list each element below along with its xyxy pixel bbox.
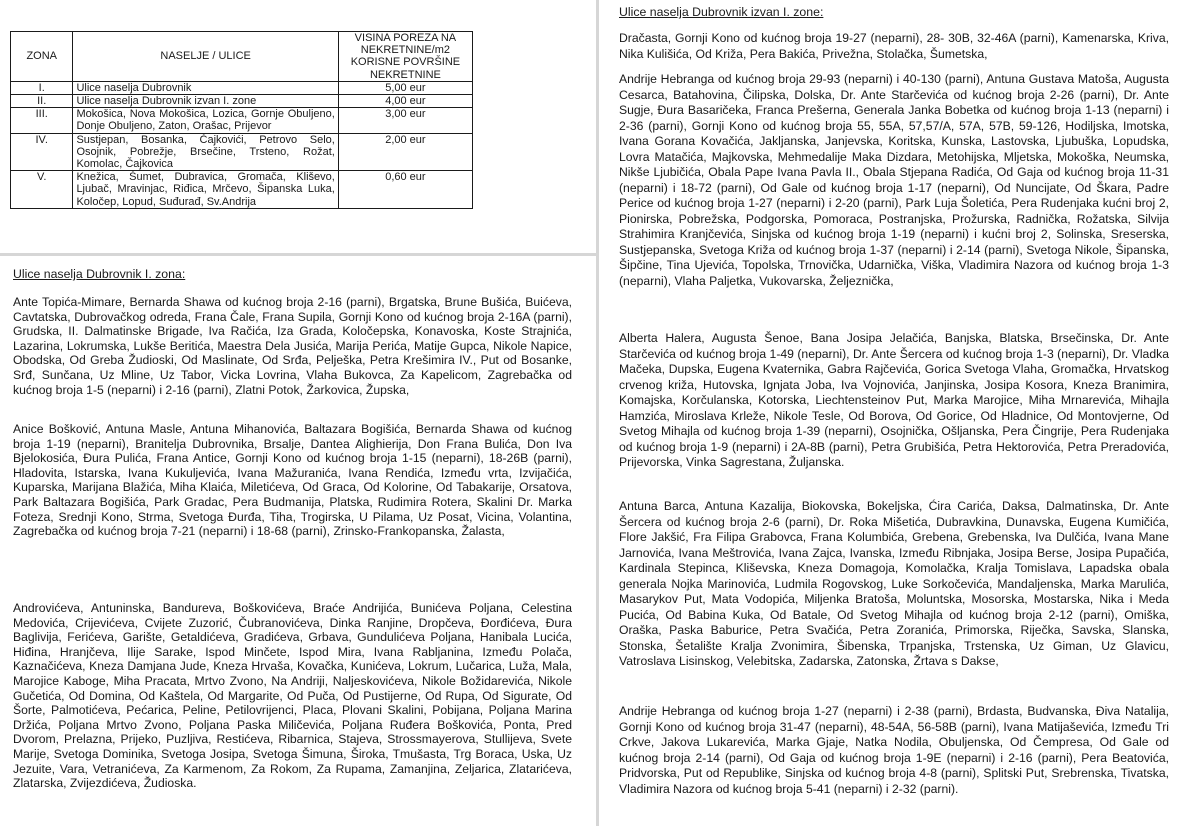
header-zone: ZONA — [11, 32, 73, 82]
zone-cell: IV. — [11, 133, 73, 171]
rate-cell: 4,00 eur — [338, 95, 472, 108]
table-header-row — [11, 32, 473, 82]
tax-rate-table — [10, 31, 473, 209]
area-cell: Mokošica, Nova Mokošica, Lozica, Gornje Obuljeno, Donje Obuljeno, Zaton, Orašac, Prijevor — [73, 108, 338, 133]
zone-cell: I. — [11, 81, 73, 94]
zone-2-paragraph: Andrije Hebranga od kućnog broja 1-27 (neparni) i 2-38 (parni), Brdasta, Budvanska, Điva Natalija, Gornji Kono od kućnog broja 31-47 (neparni), 48-54A, 56-58B (parni), Ivana Matijaševića, Između Tri Crkve, Jakova Lukarevića, Marka Gjaje, Natka Nodila, Obuljenska, Od Čempresa, Od Gale od kućnog broja 2-14 (parni), Od Gaja od kućnog broja 1-9E (neparni) i 2-16 (parni), Pera Beatovića, Pridvorska, Put od Republike, Sinjska od kućnog broja 4-8 (parni), Splitski Put, Srebrenska, Tivatska, Vladimira Nazora od kućnog broja 5-41 (neparni) i 2-32 (parni). — [619, 704, 1169, 796]
table-row — [11, 171, 473, 209]
zone-2-paragraph: Alberta Halera, Augusta Šenoe, Bana Josipa Jelačića, Banjska, Blatska, Brsečinska, Dr. Ante Starčevića od kućnog broja 1-49 (neparni), Dr. Ante Šercera od kućnog broja 1-3 (neparni), Dr. Vladka Mačeka, Dupska, Eugena Kvaternika, Gabra Rajčevića, Gorica Svetoga Vlaha, Gromačka, Hrvatskog crvenog križa, Hutovska, Ignjata Joba, Iva Vojnovića, Janjinska, Josipa Kosora, Kneza Branimira, Komajska, Korčulanska, Kotorska, Liechtensteinov Put, Marka Marojice, Miha Mrnarevića, Mihajla Hamzića, Miroslava Krleže, Nikole Tesle, Od Borova, Od Gorice, Od Hladnice, Od Montovjerne, Od Svetog Mihajla od kućnog broja 1-39 (neparni), Osojnička, Ošljanska, Pera Čingrije, Pera Rudenjaka od kućnog broja 1-9 (neparni) i 2A-8B (parni), Petra Grubišića, Petra Hektorovića, Petra Preradovića, Prijevorska, Vinka Sagrestana, Žuljanska. — [619, 331, 1169, 469]
rate-cell: 3,00 eur — [338, 108, 472, 133]
area-cell: Ulice naselja Dubrovnik izvan I. zone — [73, 95, 338, 108]
zone-cell: III. — [11, 108, 73, 133]
tax-rate-panel — [0, 0, 596, 253]
rate-cell: 0,60 eur — [338, 171, 472, 209]
header-area: NASELJE / ULICE — [73, 32, 338, 82]
zone-2-heading: Ulice naselja Dubrovnik izvan I. zone: — [619, 5, 824, 19]
table-row — [11, 81, 473, 94]
zone-1-heading: Ulice naselja Dubrovnik I. zona: — [13, 267, 186, 281]
rate-cell: 5,00 eur — [338, 81, 472, 94]
zone-2-streets-panel — [599, 0, 1192, 826]
area-cell: Knežica, Šumet, Dubravica, Gromača, Kliševo, Ljubač, Mravinjac, Riđica, Mrčevo, Šipanska Luka, Koločep, Lopud, Suđurađ, Sv.Andrija — [73, 171, 338, 209]
zone-1-paragraph: Androvićeva, Antuninska, Bandureva, Boškovićeva, Braće Andrijića, Bunićeva Poljana, Celestina Medovića, Crijevićeva, Cvijete Zuzorić, Čubranovićeva, Dinka Ranjine, Dropčeva, Đorđićeva, Đura Baglivija, Ferićeva, Garište, Getaldićeva, Gradićeva, Grbava, Gundulićeva Poljana, Hanibala Lucića, Hiđina, Hranjčeva, Ilije Sarake, Ispod Minčete, Ispod Mira, Ivana Rabljanina, Između Polača, Kaznačićeva, Kneza Damjana Jude, Kneza Hrvaša, Kovačka, Kunićeva, Lokrum, Lučarica, Luža, Mala, Marojice Kaboge, Miha Pracata, Mrtvo Zvono, Na Andriji, Naljeskovićeva, Nikole Božidarevića, Nikole Gučetića, Od Domina, Od Kaštela, Od Margarite, Od Puča, Od Pustijerne, Od Rupa, Od Sigurate, Od Šorte, Palmotićeva, Pećarica, Peline, Petilovrijenci, Placa, Plovani Skalini, Pobijana, Poljana Marina Držića, Poljana Mrtvo Zvono, Poljana Paska Miličevića, Poljana Ruđera Boškovića, Ponta, Pred Dvorom, Prelazna, Prijeko, Puzljiva, Restićeva, Ribarnica, Stajeva, Strossmayerova, Stullijeva, Svete Marije, Svetoga Dominika, Svetoga Josipa, Svetoga Šimuna, Široka, Tmušasta, Trg Boraca, Uska, Uz Jezuite, Vara, Vetranićeva, Za Karmenom, Za Rokom, Za Rupama, Zamanjina, Zeljarica, Zlatarićeva, Zlatarska, Zvijezdićeva, Žudioska. — [13, 601, 572, 791]
table-row — [11, 133, 473, 171]
table-row — [11, 108, 473, 133]
area-cell: Ulice naselja Dubrovnik — [73, 81, 338, 94]
table-row — [11, 95, 473, 108]
zone-2-paragraph: Dračasta, Gornji Kono od kućnog broja 19-27 (neparni), 28- 30B, 32-46A (parni), Kamenarska, Kriva, Nika Kulišića, Od Križa, Pera Bakića, Privežna, Stolačka, Šumetska, — [619, 31, 1169, 61]
zone-cell: II. — [11, 95, 73, 108]
zone-1-paragraph: Anice Bošković, Antuna Masle, Antuna Mihanovića, Baltazara Bogišića, Bernarda Shawa od kućnog broja 1-19 (neparni), Branitelja Dubrovnika, Brsalje, Dantea Alighierija, Don Frana Bulića, Don Iva Bjelokosića, Đura Pulića, Frana Antice, Gornji Kono od kućnog broja 1-15 (neparni), 18-26B (parni), Hladovita, Istarska, Ivana Kukuljevića, Ivana Mažuranića, Ivana Rendića, Između vrta, Izvijačića, Kuparska, Marijana Blažića, Miha Klaića, Miletićeva, Od Graca, Od Kolorine, Od Tabakarije, Orsatova, Park Baltazara Bogišića, Park Gradac, Pera Budmanija, Platska, Rudimira Rotera, Skalini Dr. Marka Foteza, Srednji Kono, Strma, Svetoga Đurđa, Tiha, Trogirska, U Pilama, Uz Posat, Vicina, Volantina, Zagrebačka od kućnog broja 7-21 (neparni) i 18-68 (parni), Zrinsko-Frankopanska, Žalasta, — [13, 422, 572, 539]
zone-1-streets-panel — [0, 256, 596, 826]
header-rate: VISINA POREZA NA NEKRETNINE/m2 KORISNE POVRŠINE NEKRETNINE — [338, 32, 472, 82]
zone-cell: V. — [11, 171, 73, 209]
zone-2-paragraph: Andrije Hebranga od kućnog broja 29-93 (neparni) i 40-130 (parni), Antuna Gustava Matoša, Augusta Cesarca, Batahovina, Čilipska, Dolska, Dr. Ante Starčevića od kućnog broja 2-26 (parni), Dr. Ante Sugje, Đura Basaričeka, Franca Prešerna, Generala Janka Bobetka od kućnog broja 1-13 (neparni) i 2-36 (parni), Gornji Kono od kućnog broja 55, 55A, 57,57/A, 57A, 57B, 59-126, Hodiljska, Imotska, Ivana Gorana Kovačića, Jakljanska, Janjevska, Koritska, Kunska, Lastovska, Ljubuška, Lopudska, Lovra Matačića, Majkovska, Mehmedalije Maka Dizdara, Metohijska, Mljetska, Mokoška, Neumska, Nikše Ljubičića, Obala Pape Ivana Pavla II., Obala Stjepana Radića, Od Gaja od kućnog broja 11-31 (neparni) i 18-72 (parni), Od Gale od kućnog broja 1-17 (neparni), Od Nuncijate, Od Škara, Padre Perice od kućnog broja 1-27 (neparni) i 2-20 (parni), Park Luja Šoletića, Pera Rudenjaka kućni broj 2, Pionirska, Pobrežska, Podgorska, Pomoraca, Postranjska, Prožurska, Radnička, Rožatska, Silvija Strahimira Kranjčevića, Sinjska od kućnog broja 1-19 (neparni) i kućni broj 2, Solinska, Sreserska, Sustjepanska, Svetoga Križa od kućnog broja 1-37 (neparni) i 2-14 (parni), Svetoga Nikole, Šipanska, Šipčine, Tina Ujevića, Topolska, Trnovička, Udarnička, Viška, Vladimira Nazora od kućnog broja 1-3 (neparni), Vlaha Paljetka, Vukovarska, Željeznička, — [619, 72, 1169, 288]
rate-cell: 2,00 eur — [338, 133, 472, 171]
zone-1-paragraph: Ante Topića-Mimare, Bernarda Shawa od kućnog broja 2-16 (parni), Brgatska, Brune Bušića, Buićeva, Cavtatska, Dubrovačkog odreda, Frana Čale, Frana Supila, Gornji Kono od kućnog broja 2-16A (parni), Grudska, II. Dalmatinske Brigade, Iva Račića, Iza Grada, Koločepska, Konavoska, Koste Strajnića, Lazarina, Lokrumska, Lukše Beritića, Maestra Dela Jusića, Marija Perića, Matije Gupca, Nikole Napice, Obodska, Od Greba Žudioski, Od Maslinate, Od Srđa, Pelješka, Petra Krešimira IV., Put od Bosanke, Srđ, Sunčana, Uz Mline, Uz Tabor, Vicka Lovrina, Vlaha Bukovca, Za Kapelicom, Zagrebačka od kućnog broja 1-5 (neparni) i 2-16 (parni), Zlatni Potok, Žarkovica, Župska, — [13, 295, 572, 397]
zone-2-paragraph: Antuna Barca, Antuna Kazalija, Biokovska, Bokeljska, Ćira Carića, Daksa, Dalmatinska, Dr. Ante Šercera od kućnog broja 2-6 (parni), Dr. Roka Mišetića, Dubravkina, Dunavska, Eugena Kumičića, Flore Jakšić, Fra Filipa Grabovca, Frana Kolumbića, Grebena, Grebenska, Iva Dulčića, Ivana Mane Jarnovića, Ivana Meštrovića, Ivana Zajca, Ivanska, Između Ribnjaka, Josipa Berse, Josipa Pupačića, Kardinala Stepinca, Kliševska, Kneza Domagoja, Komolačka, Kralja Tomislava, Lapadska obala generala Nojka Marinovića, Ludmila Rogovskog, Luke Sorkočevića, Mandaljenska, Marka Marulića, Masarykov Put, Mata Vodopića, Miljenka Bratoša, Moluntska, Mosorska, Mostarska, Nika i Meda Pucića, Od Babina Kuka, Od Batale, Od Svetog Mihajla od kućnog broja 2-12 (parni), Omiška, Oraška, Paska Baburice, Petra Svačića, Petra Zoranića, Primorska, Riječka, Savska, Slanska, Stonska, Šetalište Kralja Zvonimira, Šibenska, Trpanjska, Trstenska, Uz Giman, Uz Glavicu, Vatroslava Lisinskog, Velebitska, Zadarska, Zatonska, Žrtava s Dakse, — [619, 499, 1169, 668]
area-cell: Sustjepan, Bosanka, Čajkovići, Petrovo Selo, Osojnik, Pobrežje, Brsečine, Trsteno, Rožat, Komolac, Čajkovica — [73, 133, 338, 171]
